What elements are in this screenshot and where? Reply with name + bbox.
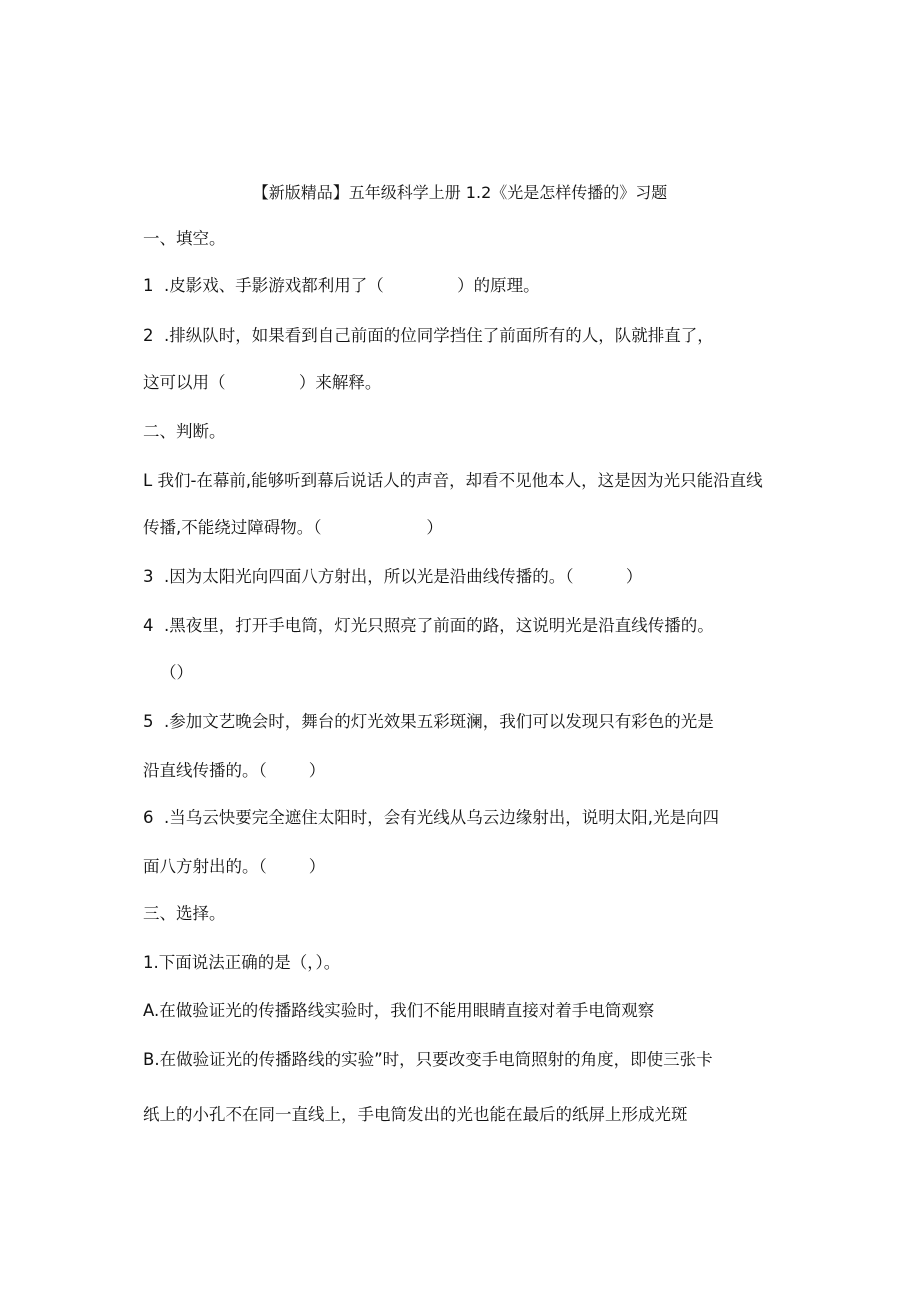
judge-question-6-line-2: 面八方射出的。（ ）	[143, 857, 326, 876]
judge-question-6-line-1: 6 .当乌云快要完全遮住太阳时，会有光线从乌云边缘射出，说明太阳,光是向四	[143, 808, 719, 827]
judge-question-4-line-2: （）	[160, 663, 193, 682]
judge-question-5-line-2: 沿直线传播的。（ ）	[143, 761, 326, 780]
choice-option-b-line-2: 纸上的小孔不在同一直线上，手电筒发出的光也能在最后的纸屏上形成光斑	[143, 1105, 688, 1124]
judge-question-5-line-1: 5 .参加文艺晚会时，舞台的灯光效果五彩斑澜，我们可以发现只有彩色的光是	[143, 712, 714, 731]
judge-question-3: 3 .因为太阳光向四面八方射出，所以光是沿曲线传播的。（ ）	[143, 567, 643, 586]
choice-question-1: 1.下面说法正确的是（，）。	[143, 953, 341, 972]
judge-question-1-line-2: 传播,不能绕过障碍物。（ ）	[143, 518, 443, 537]
judge-question-1-line-1: L 我们-在幕前,能够听到幕后说话人的声音，却看不见他本人，这是因为光只能沿直线	[143, 471, 763, 490]
choice-option-b-line-1: B.在做验证光的传播路线的实验”时，只要改变手电筒照射的角度，即使三张卡	[143, 1050, 713, 1069]
fill-question-1: 1 .皮影戏、手影游戏都利用了（ ）的原理。	[143, 276, 540, 295]
section-fill-heading: 一、填空。	[143, 229, 226, 248]
section-judge-heading: 二、判断。	[143, 422, 226, 441]
page-title: 【新版精品】五年级科学上册 1.2《光是怎样传播的》习题	[252, 183, 668, 202]
choice-option-a: A.在做验证光的传播路线实验时，我们不能用眼睛直接对着手电筒观察	[143, 1001, 655, 1020]
fill-question-2-line-1: 2 .排纵队时，如果看到自己前面的位同学挡住了前面所有的人，队就排直了，	[143, 326, 714, 345]
fill-question-2-line-2: 这可以用（ ）来解释。	[143, 373, 382, 392]
section-choice-heading: 三、选择。	[143, 904, 226, 923]
judge-question-4-line-1: 4 .黑夜里，打开手电筒，灯光只照亮了前面的路，这说明光是沿直线传播的。	[143, 616, 714, 635]
